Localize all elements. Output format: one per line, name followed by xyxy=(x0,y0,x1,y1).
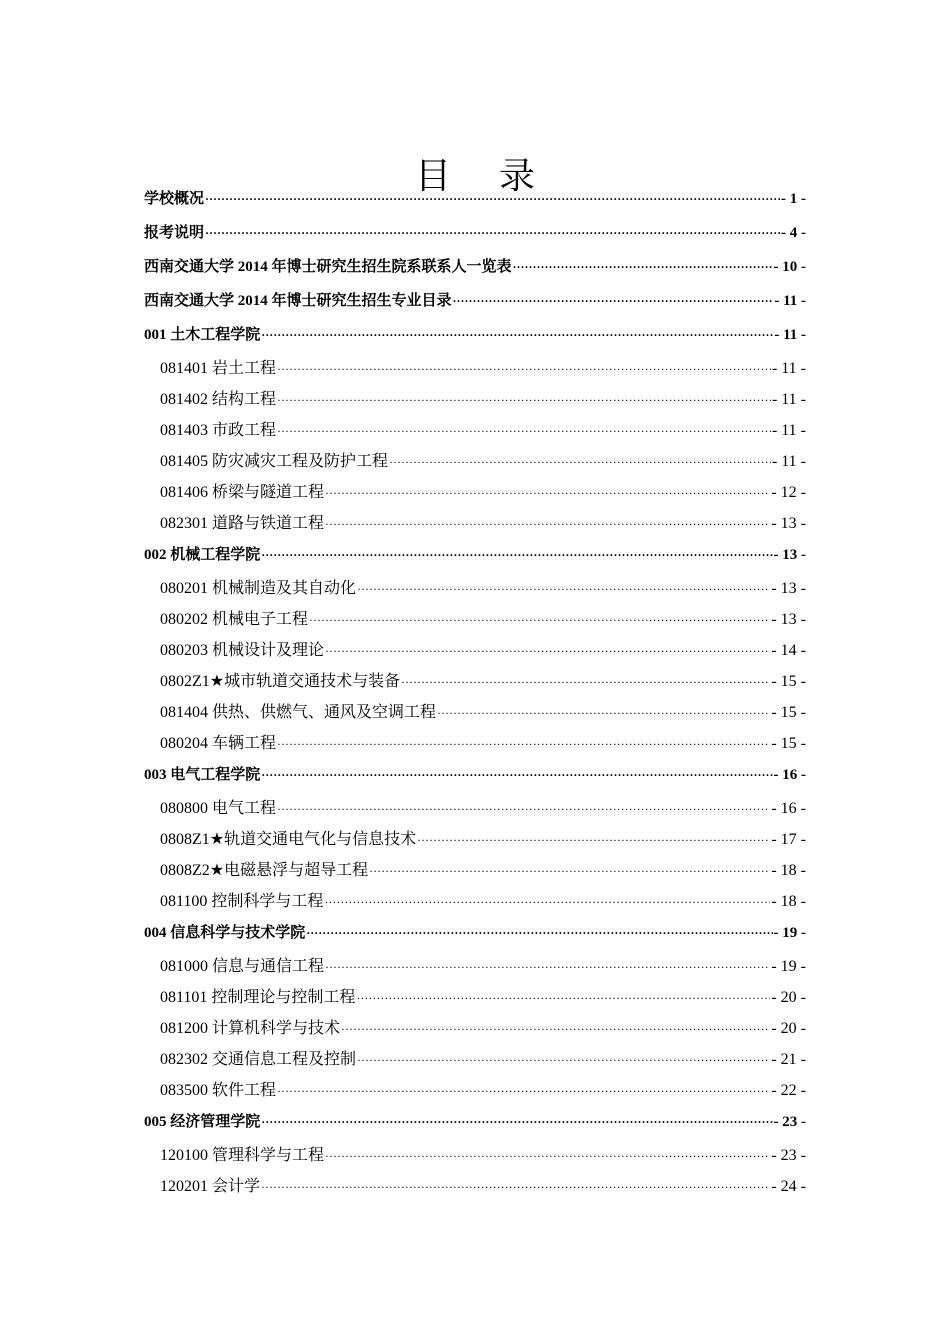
toc-leader-dots xyxy=(437,698,770,728)
toc-page-number: - 18 - xyxy=(771,893,806,910)
toc-entry-label: 080203 机械设计及理论 xyxy=(160,642,325,659)
toc-subsection-entry[interactable] xyxy=(144,447,806,478)
toc-leader-dots xyxy=(277,1076,770,1106)
toc-subsection-entry[interactable] xyxy=(144,825,806,856)
table-of-contents xyxy=(144,184,806,1203)
toc-subsection-entry[interactable] xyxy=(144,416,806,447)
toc-leader-dots xyxy=(325,1141,770,1171)
toc-page-number: - 11 - xyxy=(771,391,806,408)
toc-entry-label: 081401 岩土工程 xyxy=(160,360,277,377)
toc-page-number: - 17 - xyxy=(771,831,806,848)
toc-section-entry[interactable] xyxy=(144,1107,806,1141)
toc-leader-dots xyxy=(277,385,771,415)
toc-leader-dots xyxy=(453,286,774,316)
toc-page-number: - 11 - xyxy=(774,327,806,343)
toc-subsection-entry[interactable] xyxy=(144,478,806,509)
toc-subsection-entry[interactable] xyxy=(144,1141,806,1172)
toc-entry-label: 001 土木工程学院 xyxy=(144,327,261,343)
toc-subsection-entry[interactable] xyxy=(144,1014,806,1045)
toc-leader-dots xyxy=(357,1045,770,1075)
toc-subsection-entry[interactable] xyxy=(144,698,806,729)
toc-page-number: - 10 - xyxy=(773,259,806,275)
toc-entry-label: 004 信息科学与技术学院 xyxy=(144,925,306,941)
toc-leader-dots xyxy=(205,218,780,248)
toc-page-number: - 13 - xyxy=(771,515,806,532)
toc-section-entry[interactable] xyxy=(144,184,806,218)
toc-entry-label: 081404 供热、供燃气、通风及空调工程 xyxy=(160,704,437,721)
toc-leader-dots xyxy=(261,540,772,570)
toc-subsection-entry[interactable] xyxy=(144,856,806,887)
toc-entry-label: 0808Z1★轨道交通电气化与信息技术 xyxy=(160,831,417,848)
toc-entry-label: 0802Z1★城市轨道交通技术与装备 xyxy=(160,673,401,690)
toc-section-entry[interactable] xyxy=(144,918,806,952)
toc-entry-label: 080202 机械电子工程 xyxy=(160,611,309,628)
toc-section-entry[interactable] xyxy=(144,320,806,354)
toc-page-number: - 12 - xyxy=(771,484,806,501)
toc-subsection-entry[interactable] xyxy=(144,509,806,540)
toc-entry-label: 081101 控制理论与控制工程 xyxy=(160,989,356,1006)
toc-leader-dots xyxy=(309,605,770,635)
toc-subsection-entry[interactable] xyxy=(144,636,806,667)
toc-entry-label: 学校概况 xyxy=(144,191,205,207)
toc-leader-dots xyxy=(261,320,773,350)
toc-entry-label: 0808Z2★电磁悬浮与超导工程 xyxy=(160,862,369,879)
toc-subsection-entry[interactable] xyxy=(144,729,806,760)
toc-page-number: - 1 - xyxy=(781,191,806,207)
toc-leader-dots xyxy=(277,416,771,446)
toc-entry-label: 081403 市政工程 xyxy=(160,422,277,439)
toc-leader-dots xyxy=(325,509,770,539)
toc-entry-label: 120100 管理科学与工程 xyxy=(160,1147,325,1164)
page-title: 目录 xyxy=(414,156,583,198)
toc-leader-dots xyxy=(369,856,770,886)
toc-subsection-entry[interactable] xyxy=(144,952,806,983)
toc-entry-label: 080204 车辆工程 xyxy=(160,735,277,752)
toc-entry-label: 005 经济管理学院 xyxy=(144,1114,261,1130)
toc-section-entry[interactable] xyxy=(144,218,806,252)
toc-entry-label: 081405 防灾减灾工程及防护工程 xyxy=(160,453,389,470)
toc-subsection-entry[interactable] xyxy=(144,574,806,605)
toc-subsection-entry[interactable] xyxy=(144,1076,806,1107)
toc-leader-dots xyxy=(325,636,770,666)
toc-entry-label: 081200 计算机科学与技术 xyxy=(160,1020,341,1037)
toc-entry-label: 081402 结构工程 xyxy=(160,391,277,408)
toc-entry-label: 080201 机械制造及其自动化 xyxy=(160,580,357,597)
toc-leader-dots xyxy=(324,887,770,917)
toc-page-number: - 19 - xyxy=(771,958,806,975)
toc-page-number: - 4 - xyxy=(781,225,806,241)
toc-entry-label: 报考说明 xyxy=(144,225,205,241)
toc-page-number: - 13 - xyxy=(771,611,806,628)
toc-page-number: - 20 - xyxy=(771,1020,806,1037)
toc-page-number: - 15 - xyxy=(771,735,806,752)
toc-page-number: - 19 - xyxy=(773,925,806,941)
toc-page-number: - 13 - xyxy=(771,580,806,597)
toc-page-number: - 11 - xyxy=(774,293,806,309)
toc-page-number: - 14 - xyxy=(771,642,806,659)
toc-leader-dots xyxy=(513,252,773,282)
toc-subsection-entry[interactable] xyxy=(144,983,806,1014)
toc-subsection-entry[interactable] xyxy=(144,794,806,825)
toc-section-entry[interactable] xyxy=(144,286,806,320)
toc-entry-label: 002 机械工程学院 xyxy=(144,547,261,563)
toc-subsection-entry[interactable] xyxy=(144,354,806,385)
toc-leader-dots xyxy=(306,918,772,948)
toc-page-number: - 21 - xyxy=(771,1051,806,1068)
toc-entry-label: 西南交通大学 2014 年博士研究生招生院系联系人一览表 xyxy=(144,259,512,275)
toc-leader-dots xyxy=(261,1107,772,1137)
toc-leader-dots xyxy=(356,983,770,1013)
toc-entry-label: 081100 控制科学与工程 xyxy=(160,893,324,910)
toc-section-entry[interactable] xyxy=(144,540,806,574)
toc-page-number: - 20 - xyxy=(771,989,806,1006)
toc-leader-dots xyxy=(341,1014,770,1044)
toc-leader-dots xyxy=(357,574,770,604)
toc-page-number: - 18 - xyxy=(771,862,806,879)
toc-entry-label: 西南交通大学 2014 年博士研究生招生专业目录 xyxy=(144,293,452,309)
toc-page-number: - 16 - xyxy=(773,767,806,783)
toc-page-number: - 22 - xyxy=(771,1082,806,1099)
toc-leader-dots xyxy=(205,184,780,214)
toc-entry-label: 081000 信息与通信工程 xyxy=(160,958,325,975)
toc-subsection-entry[interactable] xyxy=(144,667,806,698)
toc-page-number: - 16 - xyxy=(771,800,806,817)
toc-entry-label: 083500 软件工程 xyxy=(160,1082,277,1099)
toc-subsection-entry[interactable] xyxy=(144,1172,806,1203)
toc-page-number: - 13 - xyxy=(773,547,806,563)
toc-entry-label: 120201 会计学 xyxy=(160,1178,261,1195)
toc-leader-dots xyxy=(261,1172,770,1202)
toc-leader-dots xyxy=(325,478,770,508)
toc-subsection-entry[interactable] xyxy=(144,887,806,918)
toc-section-entry[interactable] xyxy=(144,760,806,794)
toc-entry-label: 081406 桥梁与隧道工程 xyxy=(160,484,325,501)
toc-leader-dots xyxy=(277,354,771,384)
toc-entry-label: 003 电气工程学院 xyxy=(144,767,261,783)
toc-leader-dots xyxy=(277,794,770,824)
toc-entry-label: 082301 道路与铁道工程 xyxy=(160,515,325,532)
toc-page-number: - 23 - xyxy=(773,1114,806,1130)
toc-page-number: - 24 - xyxy=(771,1178,806,1195)
toc-leader-dots xyxy=(277,729,770,759)
toc-entry-label: 080800 电气工程 xyxy=(160,800,277,817)
toc-leader-dots xyxy=(261,760,772,790)
toc-page-number: - 23 - xyxy=(771,1147,806,1164)
toc-page-number: - 11 - xyxy=(771,453,806,470)
toc-subsection-entry[interactable] xyxy=(144,385,806,416)
toc-page-number: - 15 - xyxy=(771,673,806,690)
toc-page-number: - 15 - xyxy=(771,704,806,721)
toc-leader-dots xyxy=(401,667,770,697)
toc-leader-dots xyxy=(389,447,771,477)
toc-subsection-entry[interactable] xyxy=(144,605,806,636)
toc-leader-dots xyxy=(417,825,770,855)
toc-leader-dots xyxy=(325,952,770,982)
toc-entry-label: 082302 交通信息工程及控制 xyxy=(160,1051,357,1068)
toc-page-number: - 11 - xyxy=(771,360,806,377)
toc-section-entry[interactable] xyxy=(144,252,806,286)
toc-page-number: - 11 - xyxy=(771,422,806,439)
toc-subsection-entry[interactable] xyxy=(144,1045,806,1076)
